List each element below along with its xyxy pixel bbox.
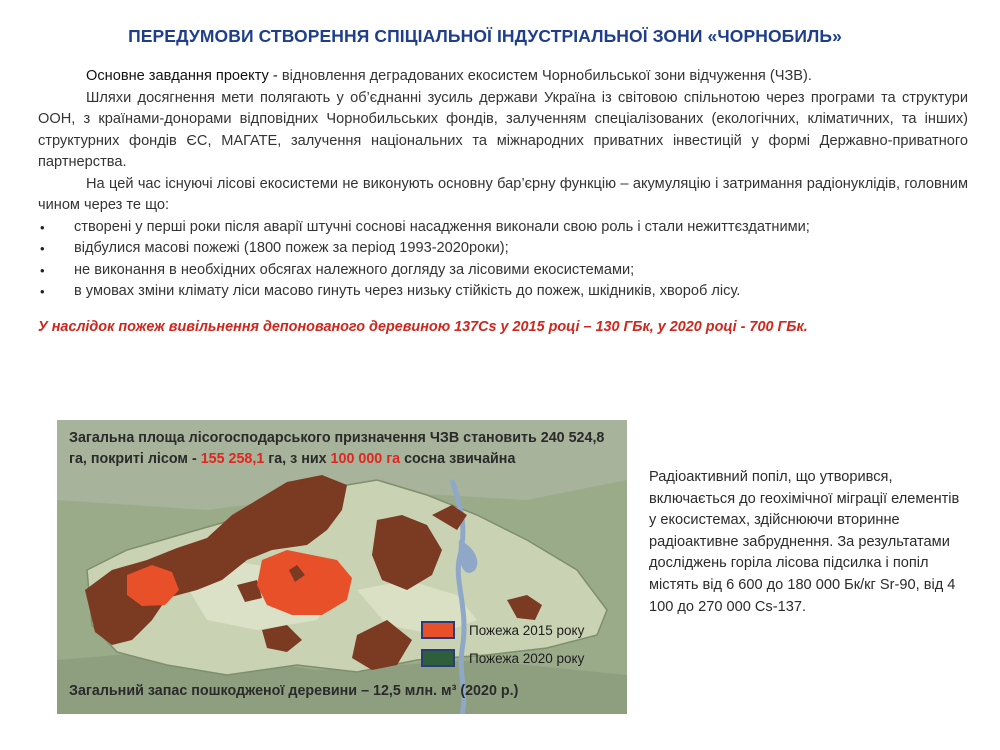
list-item-text: не виконання в необхідних обсягах належного догляду за лісовими екосистемами; — [74, 261, 635, 278]
paragraph-forests: На цей час існуючі лісові екосистеми не виконують основну бар’єрну функцію – акумуляцію і затримання радіонуклідів, головним чином через те що: — [38, 175, 968, 213]
lead-paragraph — [38, 66, 968, 88]
legend-item-2015 — [421, 619, 584, 641]
bullet-icon: • — [40, 241, 45, 256]
map-caption-text: Загальна площа лісогосподарського призначення ЧЗВ становить 240 524,8 га, покриті лісом - — [69, 430, 605, 467]
bullet-icon: • — [40, 219, 45, 235]
lead-label: Основне завдання проекту - — [86, 68, 278, 84]
legend-swatch-2015 — [421, 621, 455, 639]
bullet-icon: • — [40, 284, 45, 299]
forest-area-value: 155 258,1 — [200, 451, 265, 467]
legend-label-2015: Пожежа 2015 року — [469, 622, 585, 638]
damaged-wood-total: Загальний запас пошкодженої деревини – 12,5 млн. м³ (2020 р.) — [69, 683, 519, 699]
lead-text: відновлення деградованих екосистем Чорнобильської зони відчуження (ЧЗВ). — [277, 68, 812, 84]
list-item-text: в умовах зміни клімату ліси масово гинуть через низьку стійкість до пожеж, шкідників, хвороб лісу. — [74, 283, 741, 299]
legend-item-2020 — [421, 647, 584, 669]
list-item-text: створені у перші роки після аварії штучні соснові насадження виконали свою роль і стали нежиттєздатними; — [74, 218, 810, 235]
fire-release-highlight: У наслідок пожеж вивільнення депонованого деревиною 137Cs у 2015 році – 130 ГБк, у 2020 році - 700 ГБк. — [38, 318, 808, 335]
list-item-text: відбулися масові пожежі (1800 пожеж за період 1993-2020роки); — [74, 240, 509, 256]
paragraph-partnership: Шляхи досягнення мети полягають у об’єднанні зусиль держави Україна із світовою спільнотою через програми та структури ООН, з країнами-донорами відповідних Чорнобильських фондів, залученням спеціалізованих (екологічних, кліматичних, та інших) структурних фондів ЄС, МАГАТЕ, залучення національних та міжнародних приватних інвестицій у формі Державно-приватного партнерства. — [38, 89, 968, 170]
main-text — [38, 66, 968, 338]
page-title: ПЕРЕДУМОВИ СТВОРЕННЯ СПІЦІАЛЬНОЇ ІНДУСТРІАЛЬНОЇ ЗОНИ «ЧОРНОБИЛЬ» — [128, 26, 842, 46]
bullet-icon: • — [40, 262, 45, 278]
map-legend — [421, 619, 607, 673]
legend-swatch-2020 — [421, 649, 455, 667]
pine-area-value: 100 000 га — [330, 451, 401, 467]
fire-map-panel — [57, 420, 627, 714]
map-caption — [69, 428, 621, 470]
map-caption-text: сосна звичайна — [400, 451, 516, 467]
list-item — [38, 260, 968, 282]
list-item — [38, 238, 968, 260]
list-item — [38, 217, 968, 239]
legend-label-2020: Пожежа 2020 року — [469, 650, 585, 666]
list-item — [38, 281, 968, 303]
reasons-list — [38, 217, 968, 303]
radioactive-ash-note: Радіоактивний попіл, що утворився, включається до геохімічної міграції елементів у екосистемах, здійснюючи вторинне радіоактивне забруднення. За результатами досліджень горіла лісова підсилка і попіл містять від 6 600 до 180 000 Бк/кг Sr-90, від 4 100 до 270 000 Cs-137. — [649, 469, 960, 615]
map-caption-text: га, з них — [264, 451, 331, 467]
